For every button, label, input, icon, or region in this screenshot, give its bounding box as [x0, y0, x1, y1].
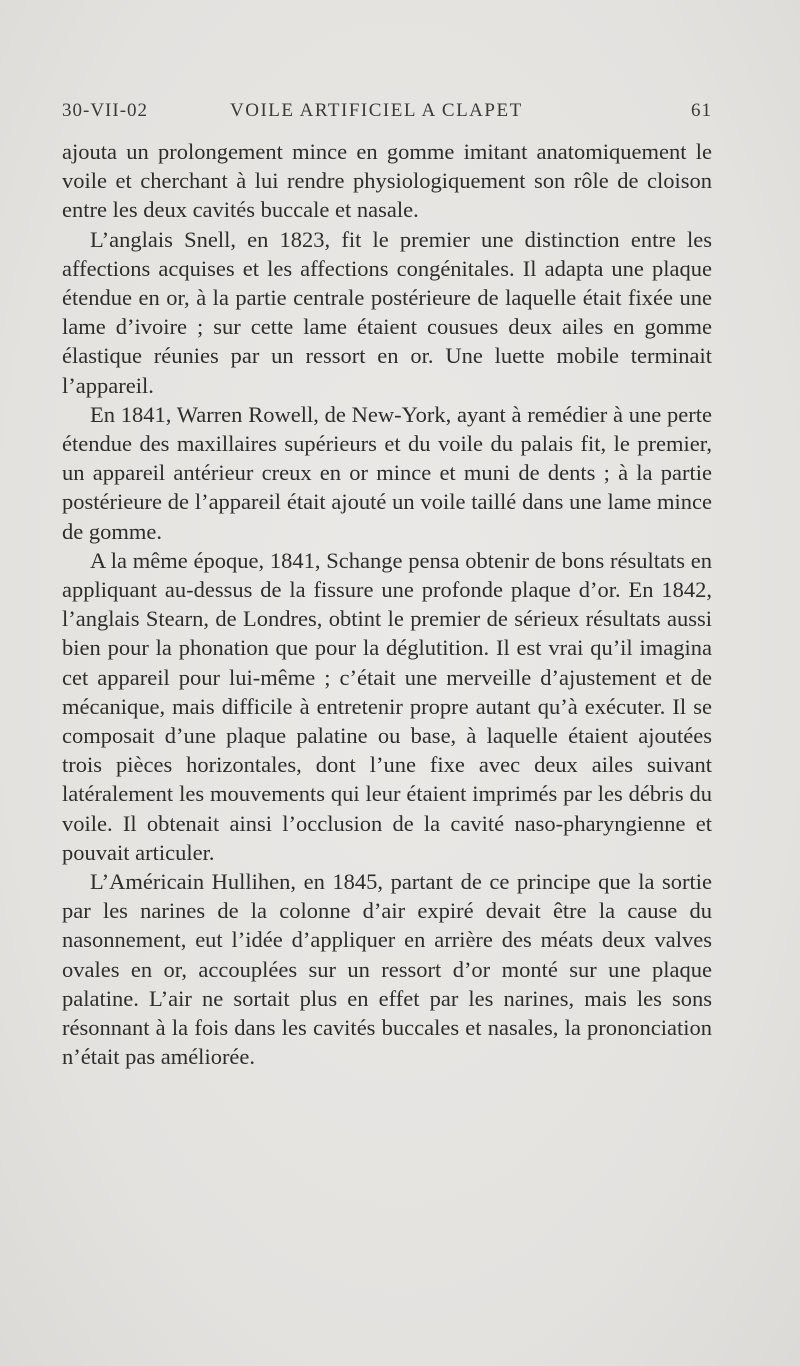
paragraph-2: L’anglais Snell, en 1823, fit le premier une distinction entre les affections acquises et les affections congénitales. Il adapta une plaque étendue en or, à la partie centrale postérieure de laquelle était fixée une lame d’ivoire ; sur cette lame étaient cousues deux ailes en gomme élastique réunies par un ressort en or. Une luette mobile terminait l’appareil. — [62, 226, 712, 398]
page-number: 61 — [691, 100, 712, 121]
running-header — [62, 100, 712, 130]
paragraph-4: A la même époque, 1841, Schange pensa obtenir de bons résultats en appliquant au-dessus de la fissure une profonde plaque d’or. En 1842, l’anglais Stearn, de Londres, obtint le premier de sérieux résultats aussi bien pour la phonation que pour la déglutition. Il est vrai qu’il imagina cet appareil pour lui-même ; c’était une merveille d’ajustement et de mécanique, mais difficile à entretenir propre autant qu’à exécuter. Il se composait d’une plaque palatine ou base, à laquelle étaient ajoutées trois pièces horizontales, dont l’une fixe avec deux ailes suivant latéralement les mouvements qui leur étaient imprimés par les débris du voile. Il obtenait ainsi l’occlusion de la cavité naso-pharyngienne et pouvait articuler. — [62, 547, 712, 865]
paragraph-5: L’Américain Hullihen, en 1845, partant de ce principe que la sortie par les narines de la colonne d’air expiré devait être la cause du nasonnement, eut l’idée d’appliquer en arrière des méats deux valves ovales en or, accouplées sur un ressort d’or monté sur une plaque palatine. L’air ne sortait plus en effet par les narines, mais les sons résonnant à la fois dans les cavités buccales et nasales, la prononciation n’était pas améliorée. — [62, 869, 712, 1070]
paragraph-3: En 1841, Warren Rowell, de New-York, ayant à remédier à une perte étendue des maxillaires supérieurs et du voile du palais fit, le premier, un appareil antérieur creux en or mince et muni de dents ; à la partie postérieure de l’appareil était ajouté un voile taillé dans une lame mince de gomme. — [62, 401, 712, 544]
page-body — [62, 137, 712, 1072]
paragraph-1: ajouta un prolongement mince en gomme imitant anatomiquement le voile et cherchant à lui rendre physiologiquement son rôle de cloison entre les deux cavités buccale et nasale. — [62, 139, 712, 223]
header-title: VOILE ARTIFICIEL A CLAPET — [230, 100, 523, 121]
header-date: 30-VII-02 — [62, 100, 149, 121]
